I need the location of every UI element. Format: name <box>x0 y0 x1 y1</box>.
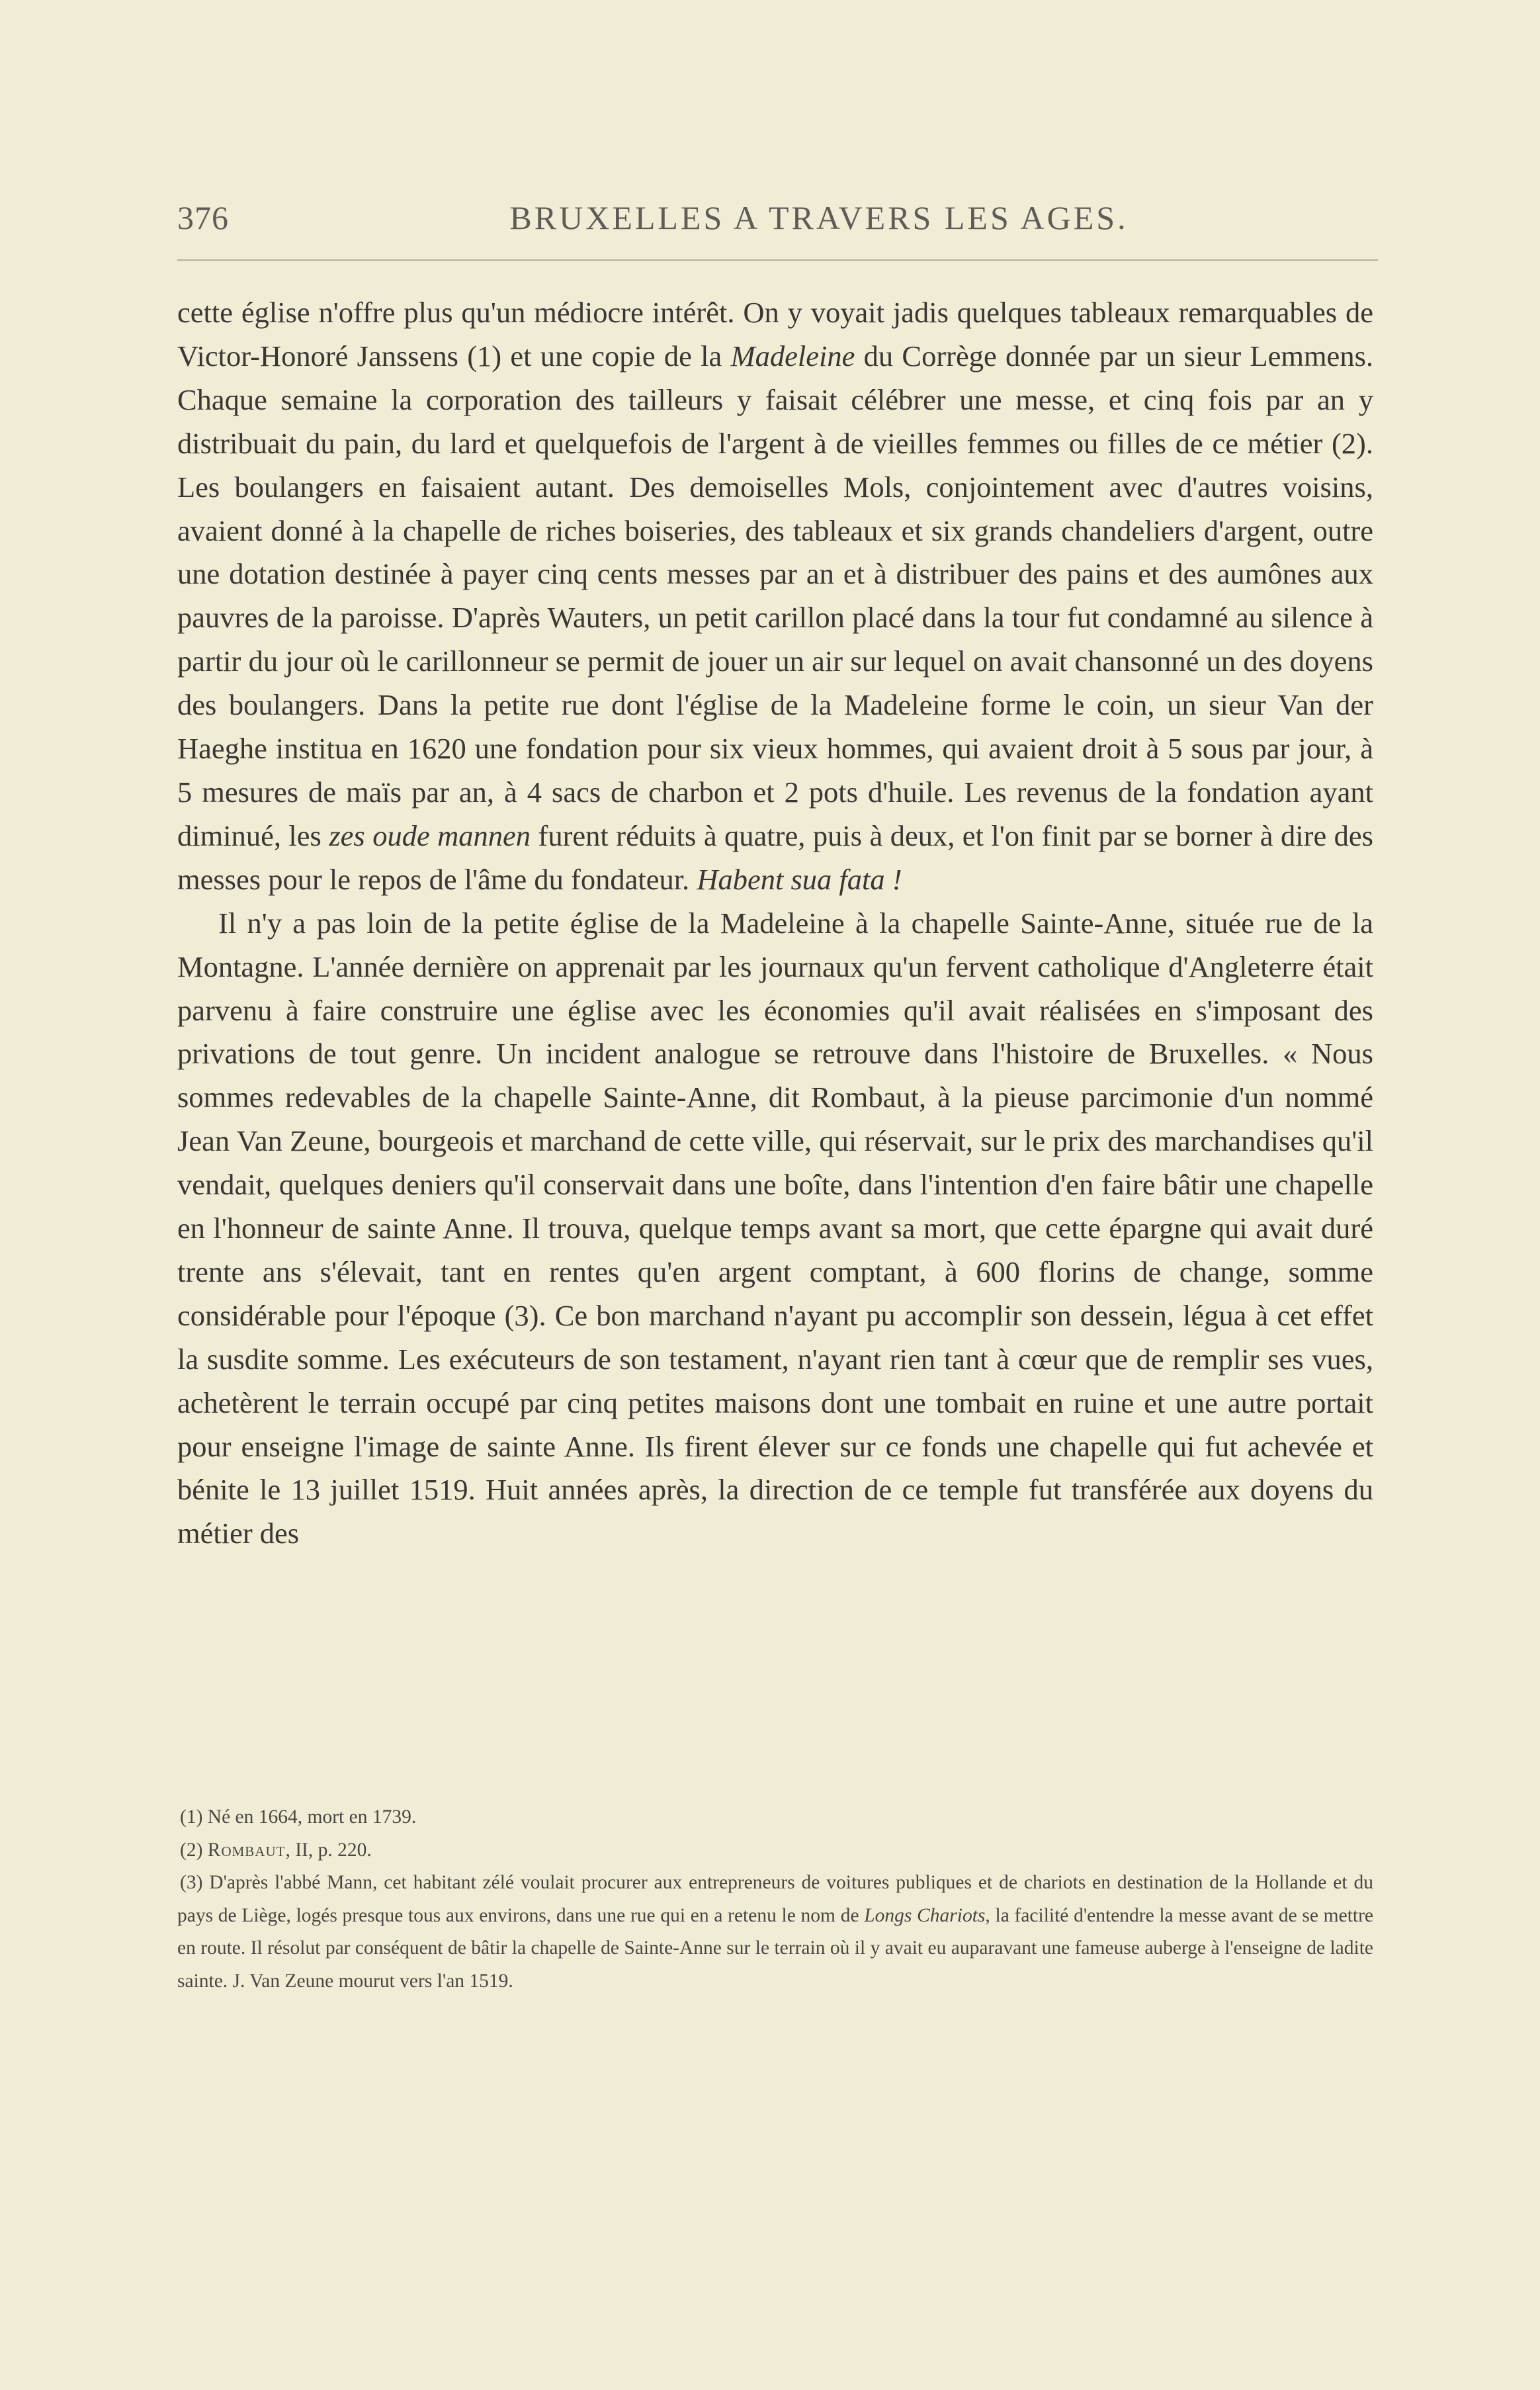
paragraph-1 <box>177 291 1373 902</box>
footnote-1: (1) Né en 1664, mort en 1739. <box>180 1806 417 1828</box>
paragraph-1-text-c: furent réduits à quatre, puis à deux, et l'on finit par se borner à dire des messes pour le repos de l'âme du fondateur. <box>177 819 1373 896</box>
header-rule <box>177 259 1378 261</box>
paragraph-1-italic-latin: Habent sua fata ! <box>697 862 902 896</box>
footnote-2-number: (2) <box>180 1839 208 1861</box>
footnote-2-reference: , II, p. 220. <box>285 1839 372 1861</box>
footnotes <box>177 1801 1373 1998</box>
paragraph-1-text-a: cette église n'offre plus qu'un médiocre intérêt. On y voyait jadis quelques tableaux remarquables de Victor-Honoré Janssens (1) et une copie de la <box>177 296 1373 373</box>
body-text <box>177 291 1373 1556</box>
footnote-3 <box>177 1867 1373 1998</box>
footnote-2 <box>177 1834 1373 1867</box>
paragraph-2: Il n'y a pas loin de la petite église de la Madeleine à la chapelle Sainte-Anne, située rue de la Montagne. L'année dernière on apprenait par les journaux qu'un fervent catholique d'Angleterre était parvenu à faire construire une église avec les économies qu'il avait réalisées en s'imposant des privations de tout genre. Un incident analogue se retrouve dans l'histoire de Bruxelles. « Nous sommes redevables de la chapelle Sainte-Anne, dit Rombaut, à la pieuse parcimonie d'un nommé Jean Van Zeune, bourgeois et marchand de cette ville, qui réservait, sur le prix des marchandises qu'il vendait, quelques deniers qu'il conservait dans une boîte, dans l'intention d'en faire bâtir une chapelle en l'honneur de sainte Anne. Il trouva, quelque temps avant sa mort, que cette épargne qui avait duré trente ans s'élevait, tant en rentes qu'en argent comptant, à 600 florins de change, somme considérable pour l'époque (3). Ce bon marchand n'ayant pu accomplir son dessein, légua à cet effet la susdite somme. Les exécuteurs de son testament, n'ayant rien tant à cœur que de remplir ses vues, achetèrent le terrain occupé par cinq petites maisons dont une tombait en ruine et une autre portait pour enseigne l'image de sainte Anne. Ils firent élever sur ce fonds une chapelle qui fut achevée et bénite le 13 juillet 1519. Huit années après, la direction de ce temple fut transférée aux doyens du métier des <box>177 906 1373 1550</box>
paragraph-1-italic-dutch: zes oude mannen <box>329 819 531 852</box>
footnote-3-text-b: , la facilité d'entendre la messe avant de se mettre en route. Il résolut par conséquent de bâtir la chapelle de Sainte-Anne sur le terrain où il y avait eu auparavant une fameuse auberge à l'enseigne de ladite sainte. J. Van Zeune mourut vers l'an 1519. <box>177 1904 1374 1992</box>
page-number: 376 <box>177 199 229 236</box>
footnote-2-author: Rombaut <box>207 1839 286 1861</box>
running-title: BRUXELLES A TRAVERS LES AGES. <box>509 199 1129 236</box>
running-head <box>177 199 1378 251</box>
paragraph-1-text-b: du Corrège donnée par un sieur Lemmens. Chaque semaine la corporation des tailleurs y faisait célébrer une messe, et cinq fois par an y distribuait du pain, du lard et quelquefois de l'argent à de vieilles femmes ou filles de ce métier (2). Les boulangers en faisaient autant. Des demoiselles Mols, conjointement avec d'autres voisins, avaient donné à la chapelle de riches boiseries, des tableaux et six grands chandeliers d'argent, outre une dotation destinée à payer cinq cents messes par an et à distribuer des pains et des aumônes aux pauvres de la paroisse. D'après Wauters, un petit carillon placé dans la tour fut condamné au silence à partir du jour où le carillonneur se permit de jouer un air sur lequel on avait chansonné un des doyens des boulangers. Dans la petite rue dont l'église de la Madeleine forme le coin, un sieur Van der Haeghe institua en 1620 une fondation pour six vieux hommes, qui avaient droit à 5 sous par jour, à 5 mesures de maïs par an, à 4 sacs de charbon et 2 pots d'huile. Les revenus de la fondation ayant diminué, les <box>177 339 1374 852</box>
footnote-3-text-a: (3) D'après l'abbé Mann, cet habitant zélé voulait procurer aux entrepreneurs de voitures publiques et de chariots en destination de la Hollande et du pays de Liège, logés presque tous aux environs, dans une rue qui en a retenu le nom de <box>177 1872 1373 1926</box>
footnote-3-italic: Longs Chariots <box>864 1904 986 1926</box>
paragraph-1-italic-madeleine: Madeleine <box>730 339 855 373</box>
